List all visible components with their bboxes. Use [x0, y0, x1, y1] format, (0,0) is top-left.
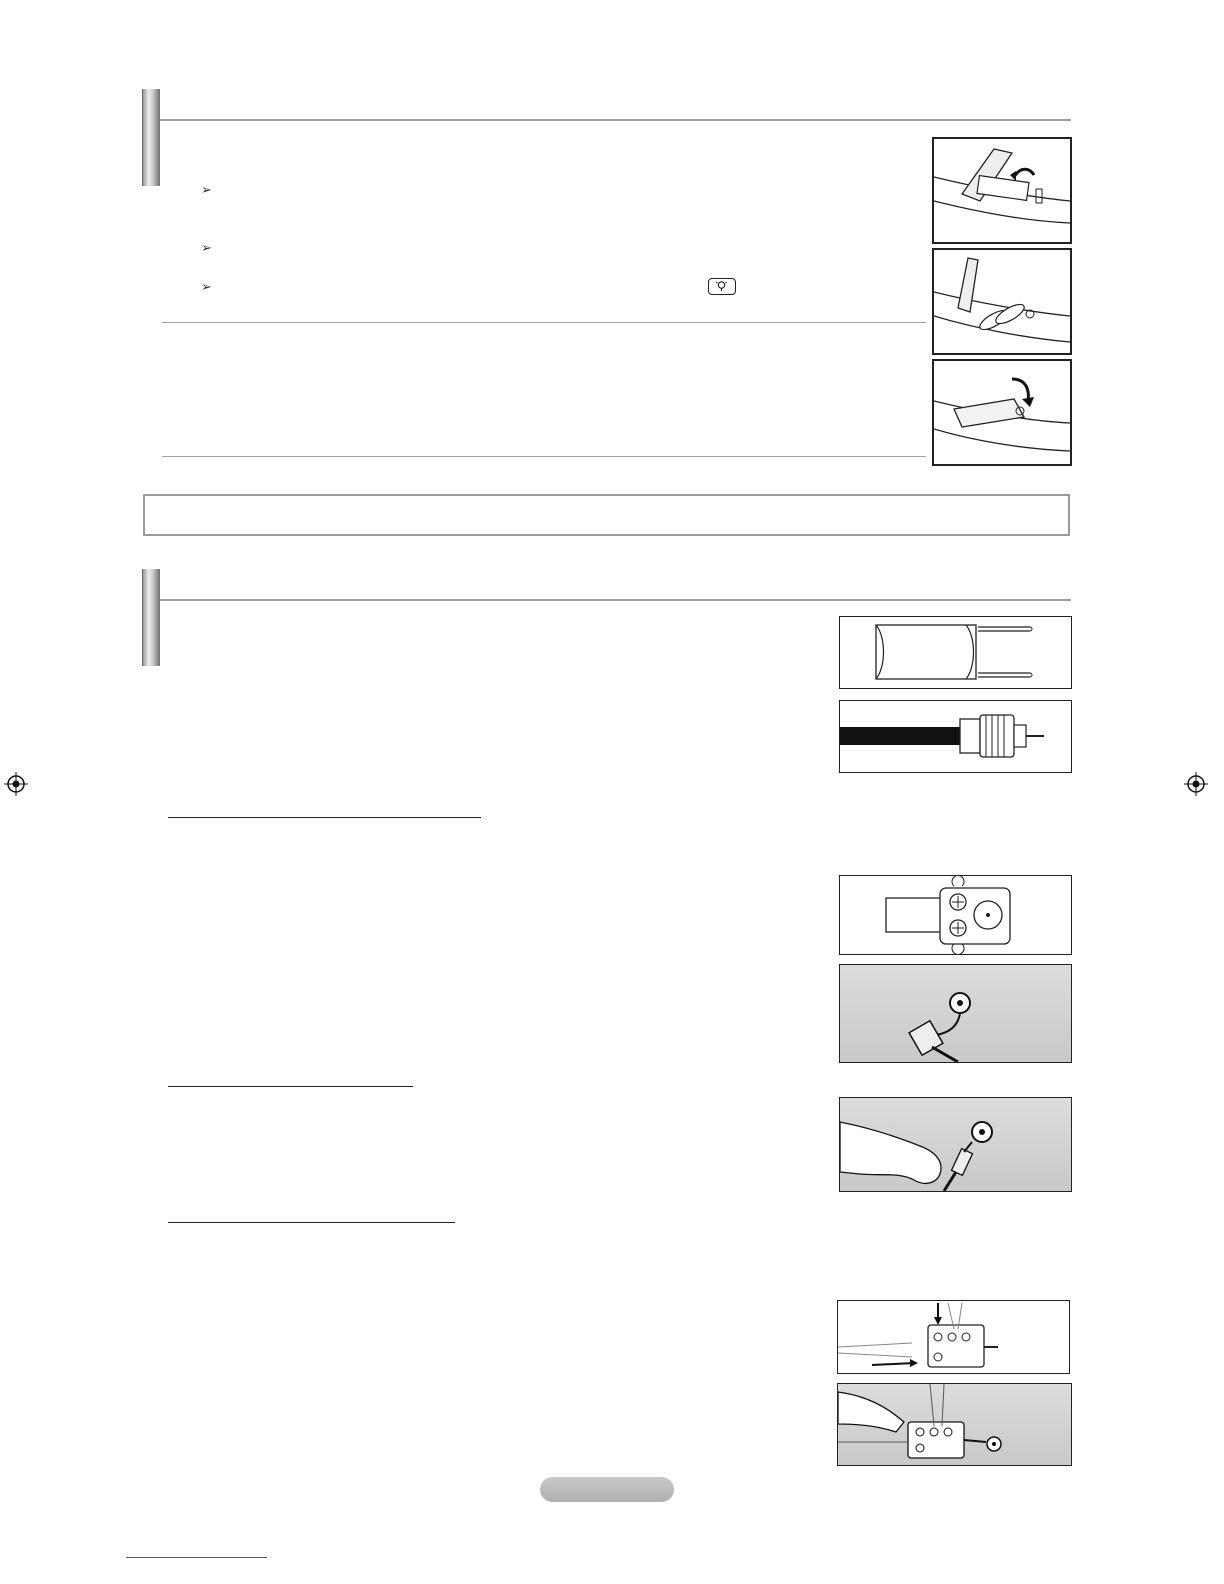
figure-hand-combiner — [837, 1383, 1072, 1466]
page-number-pill — [540, 1477, 674, 1502]
figure-insert-batteries — [932, 248, 1072, 355]
footer-link-line[interactable] — [126, 1557, 267, 1558]
divider-line — [162, 322, 926, 323]
note-arrow-icon: ➢ — [201, 241, 212, 256]
section-rule-batteries — [160, 119, 1071, 121]
figure-adapter-to-terminal — [839, 964, 1072, 1063]
figure-combiner-diagram — [837, 1300, 1070, 1374]
figure-hand-connect-coax — [839, 1097, 1072, 1192]
section-rule-antenna — [160, 599, 1071, 601]
section-bar-antenna — [142, 569, 160, 666]
note-arrow-icon: ➢ — [201, 183, 212, 198]
figure-close-battery-cover — [932, 359, 1072, 466]
note-arrow-icon: ➢ — [201, 280, 212, 295]
figure-open-battery-cover — [932, 137, 1072, 244]
divider-line — [162, 456, 926, 457]
subheading-underline — [168, 1222, 455, 1223]
figure-coaxial-cable — [839, 700, 1072, 773]
section-bar-batteries — [142, 89, 160, 186]
figure-adapter-screws — [839, 875, 1072, 955]
figure-twin-lead-cable — [839, 616, 1072, 689]
light-button-icon — [708, 278, 736, 295]
subheading-underline — [168, 1086, 413, 1087]
registration-mark-icon-left — [4, 772, 28, 796]
note-box — [143, 494, 1070, 536]
subheading-underline — [168, 817, 481, 818]
registration-mark-icon-right — [1184, 772, 1208, 796]
